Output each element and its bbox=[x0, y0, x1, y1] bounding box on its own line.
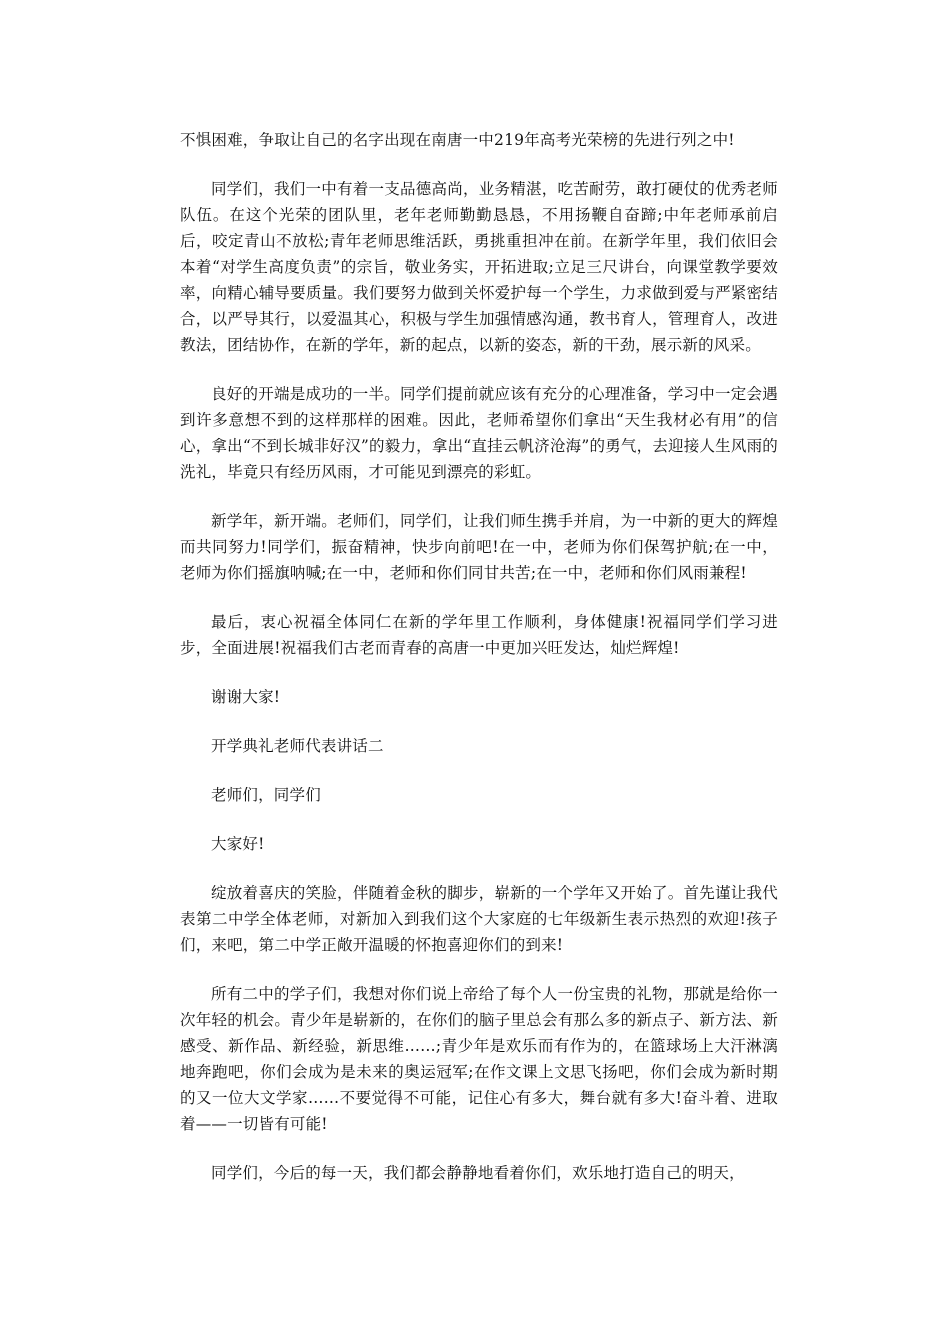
paragraph-teacher-team: 同学们，我们一中有着一支品德高尚，业务精湛，吃苦耐劳，敢打硬仗的优秀老师队伍。在这个光荣的团队里，老年老师勤勤恳恳，不用扬鞭自奋蹄;中年老师承前启后，咬定青山不放松;青年老师思维活跃，勇挑重担冲在前。在新学年里，我们依旧会本着“对学生高度负责”的宗旨，敬业务实，开拓进取;立足三尺讲台，向课堂教学要效率，向精心辅导要质量。我们要努力做到关怀爱护每一个学生，力求做到爱与严紧密结合，以严导其行，以爱温其心，积极与学生加强情感沟通，教书育人，管理育人，改进教法，团结协作，在新的学年，新的起点，以新的姿态，新的干劲，展示新的风采。 bbox=[180, 180, 778, 354]
paragraph-continuation: 不惧困难，争取让自己的名字出现在南唐一中219年高考光荣榜的先进行列之中! bbox=[180, 131, 735, 149]
paragraph-blessing: 最后，衷心祝福全体同仁在新的学年里工作顺利，身体健康!祝福同学们学习进步，全面进展!祝福我们古老而青春的高唐一中更加兴旺发达，灿烂辉煌! bbox=[180, 613, 778, 657]
paragraph-salutation: 老师们，同学们 bbox=[211, 786, 321, 804]
paragraph-welcome: 绽放着喜庆的笑脸，伴随着金秋的脚步，崭新的一个学年又开始了。首先谨让我代表第二中学全体老师，对新加入到我们这个大家庭的七年级新生表示热烈的欢迎!孩子们，来吧，第二中学正敞开温暖的怀抱喜迎你们的到来! bbox=[180, 884, 778, 954]
paragraph-youth: 所有二中的学子们，我想对你们说上帝给了每个人一份宝贵的礼物，那就是给你一次年轻的机会。青少年是崭新的，在你们的脑子里总会有那么多的新点子、新方法、新感受、新作品、新经验，新思维……;青少年是欢乐而有作为的，在篮球场上大汗淋漓地奔跑吧，你们会成为是未来的奥运冠军;在作文课上文思飞扬吧，你们会成为新时期的又一位大文学家……不要觉得不可能，记住心有多大，舞台就有多大!奋斗着、进取着——一切皆有可能! bbox=[180, 985, 778, 1133]
document-body bbox=[180, 127, 778, 1209]
paragraph-thanks: 谢谢大家! bbox=[211, 688, 281, 706]
paragraph-closing-start: 同学们，今后的每一天，我们都会静静地看着你们，欢乐地打造自己的明天， bbox=[211, 1164, 745, 1182]
paragraph-new-year: 新学年，新开端。老师们，同学们，让我们师生携手并肩，为一中新的更大的辉煌而共同努力!同学们，振奋精神，快步向前吧!在一中，老师为你们保驾护航;在一中，老师为你们摇旗呐喊;在一中，老师和你们同甘共苦;在一中，老师和你们风雨兼程! bbox=[180, 512, 778, 582]
section-title: 开学典礼老师代表讲话二 bbox=[211, 737, 384, 755]
paragraph-good-start: 良好的开端是成功的一半。同学们提前就应该有充分的心理准备，学习中一定会遇到许多意想不到的这样那样的困难。因此，老师希望你们拿出“天生我材必有用”的信心，拿出“不到长城非好汉”的毅力，拿出“直挂云帆济沧海”的勇气，去迎接人生风雨的洗礼，毕竟只有经历风雨，才可能见到漂亮的彩虹。 bbox=[180, 385, 778, 481]
paragraph-greeting: 大家好! bbox=[211, 835, 265, 853]
